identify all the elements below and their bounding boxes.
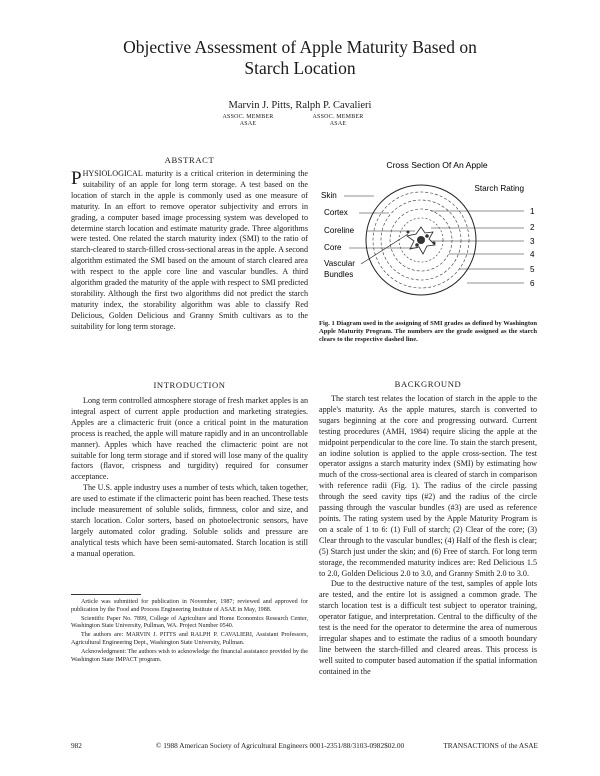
label-bundles: Bundles [324, 270, 354, 279]
footnotes [71, 599, 308, 665]
background-paragraph-1: The starch test relates the location of starch in the apple to the apple's maturity. As the apple matures, starch is converted to sugars beginning at the core and progressing outward. Current testing procedures (AMH, 1984) require slicing the apple at the midpoint perpendicular to the core line. To stain the starch present, an iodine solution is applied to the apple cross-section. The test operator assigns a starch maturity index (SMI) by estimating how much of the cross-sectional area is cleared of starch in comparison with reference radii (Fig. 1). The radius of the circle passing through the seed cavity tips (#2) and the radius of the circle passing through the vascular bundles (#3) are used as reference points. The rating system used by the Apple Maturity Program is on a scale of 1 to 6: (1) Full of starch; (2) Clear of the core; (3) Clear through to the vascular bundles; (4) Half of the flesh is clear; (5) Starch just under the skin; and (6) Free of starch. For long term storage, the recommended maturity indices are: Red Delicious 1.5 to 2.0, Golden Delicious 2.0 to 3.0, and Granny Smith 2.0 to 3.0. [319, 394, 537, 578]
background-heading: BACKGROUND [394, 379, 462, 389]
seed-cavity [417, 236, 425, 244]
seed [415, 243, 419, 247]
title-line-2: Starch Location [244, 58, 356, 78]
abstract-body [71, 169, 308, 333]
authors: Marvin J. Pitts, Ralph P. Cavalieri [228, 100, 372, 111]
rating-6: 6 [530, 279, 535, 288]
abstract-dropcap: P [71, 168, 82, 189]
abstract-text: HYSIOLOGICAL maturity is a critical criterion in determining the suitability of an apple for long term storage. A test based on the location of starch in the apple is commonly used as one measure of maturity. In an effort to remove operator subjectivity and errors in grading, a computer based image processing system was developed to determine starch location and estimate maturity grade. Three algorithms were tested. One related the starch maturity index (SMI) to the ratio of starch-cleared to starch-filled cross-sectional areas in the apple. A second algorithm estimated the SMI based on the amount of starch cleared area with respect to the apple core line and vascular bundles. A third algorithm graded the maturity of the apple with respect to SMI predicted storability. Although the first two algorithms did not predict the starch maturity index, the storability algorithm was able to classify Red Delicious, Golden Delicious and Granny Smith cultivars as to the suitability for long term storage. [71, 169, 308, 331]
abstract-heading: ABSTRACT [164, 155, 215, 165]
seed [425, 234, 429, 238]
starch-rating-label: Starch Rating [474, 184, 524, 193]
introduction-paragraph-1: Long term controlled atmosphere storage of fresh market apples is an integral aspect of current apple production and marketing strategies. Apples are a climacteric fruit (once a critical point in the maturation process is reached, the apple will mature rapidly and in an uncontrollable manner). Apples which have reached the climacteric point are not suitable for long term storage and if stored will lose many of the quality factors (flavor, crispness and turgidity) required for consumer acceptance. [71, 396, 308, 482]
figure-title: Cross Section Of An Apple [386, 160, 488, 170]
rating-4: 4 [530, 250, 535, 259]
label-core: Core [324, 243, 342, 252]
introduction-paragraph-2: The U.S. apple industry uses a number of tests which, taken together, are used to estimate if the climacteric point has been reached. These tests include measurement of soluble solids, firmness, color and size, and starch location. Color sorters, based on photoelectronic sensors, have largely automated color grading. Soluble solids and pressure are analytical tests which have been semi-automated. Starch location is still a manual operation. [71, 483, 308, 558]
rating-5: 5 [530, 265, 535, 274]
label-vascular: Vascular [324, 259, 355, 268]
leader-line-vascular [361, 234, 408, 264]
title-line-1: Objective Assessment of Apple Maturity Based on [123, 37, 477, 57]
figure-caption: Fig. 1 Diagram used in the assigning of SMI grades as defined by Washington Apple Maturity Program. The numbers are the grade assigned as the starch clears to the respective dashed line. [319, 320, 537, 343]
page-number: 982 [71, 741, 82, 750]
background-body [319, 394, 537, 678]
footnote-authors: The authors are: MARVIN J. PITTS and RALPH P. CAVALIERI, Assistant Professors, Agricultural Engineering Dept., Washington State University, Pullman. [71, 632, 308, 646]
introduction-body [71, 396, 308, 560]
author-role-2: ASSOC. MEMBER ASAE [312, 114, 364, 127]
footnote-acknowledgment: Acknowledgment: The authors wish to acknowledge the financial assistance provided by the Washington State IMPACT program. [71, 648, 308, 663]
copyright: © 1988 American Society of Agricultural Engineers 0001-2351/88/3103-0982$02.00 [155, 741, 405, 750]
apple-cross-section-figure [319, 150, 537, 315]
footnote-rule [71, 594, 141, 595]
introduction-heading: INTRODUCTION [153, 380, 226, 390]
rating-1: 1 [530, 207, 535, 216]
label-cortex: Cortex [324, 208, 348, 217]
background-paragraph-2: Due to the destructive nature of the test, samples of apple lots are tested, and the entire lot is assigned a common grade. The starch location test is a difficult test subject to operator training, operator fatigue, and interpretation. Central to the difficulty of the test is the need for the operator to determine the area of numerous irregular shapes and to estimate the radius of a smooth boundary line between the starch-filled and cleared areas. This process is well suited to computer based automation if the spatial information contained in the [319, 579, 537, 676]
label-coreline: Coreline [324, 226, 355, 235]
vascular-bundle-dot [433, 242, 436, 245]
paper-title [60, 37, 540, 79]
journal-name: TRANSACTIONS of the ASAE [443, 741, 538, 750]
footnote-submission: Article was submitted for publication in November, 1987; reviewed and approved for publication by the Food and Process Engineering Institute of ASAE in May, 1988. [71, 599, 308, 613]
rating-3: 3 [530, 237, 535, 246]
footnote-scientific-paper: Scientific Paper No. 7899, College of Agriculture and Home Economics Research Center, Washington State University, Pullman, WA. Project Number 0540. [71, 615, 308, 630]
rating-2: 2 [530, 223, 535, 232]
author-role-1: ASSOC. MEMBER ASAE [222, 114, 274, 127]
label-skin: Skin [321, 191, 337, 200]
